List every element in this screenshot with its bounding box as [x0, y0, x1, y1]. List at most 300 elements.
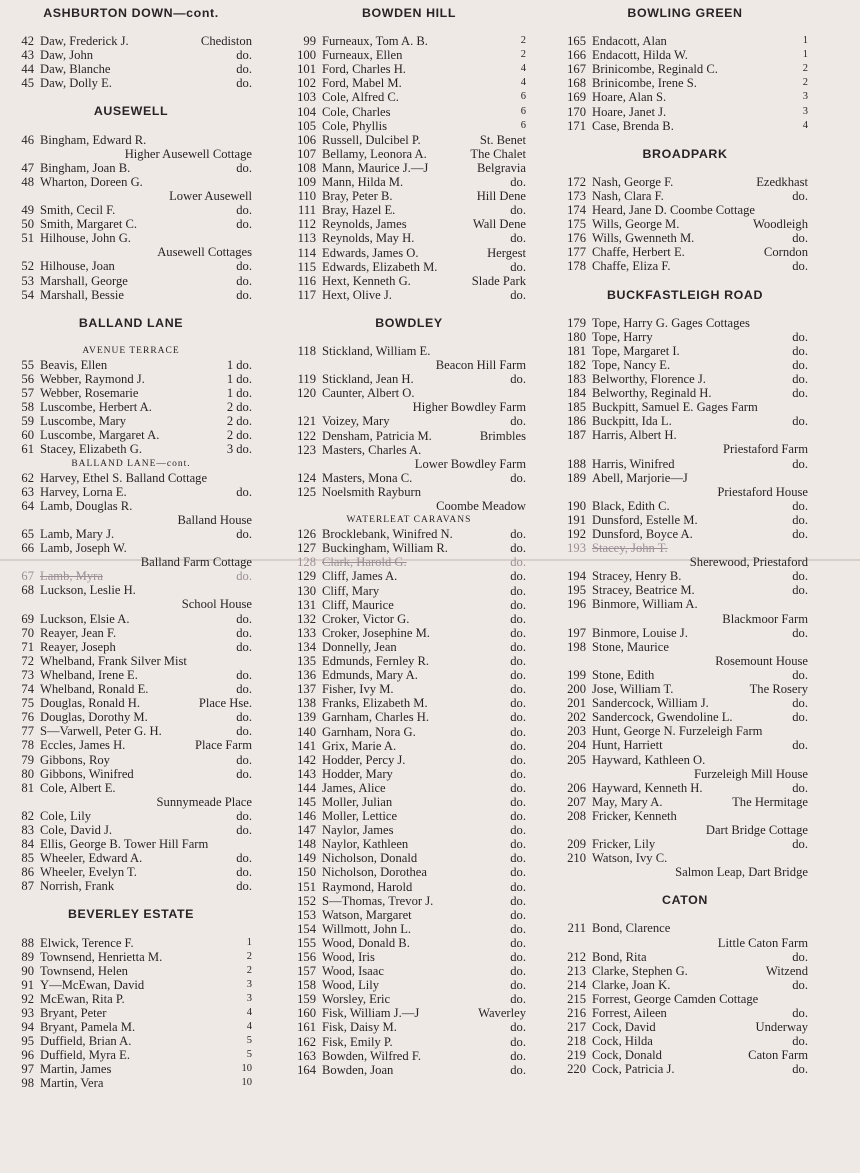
elector-number: 139 [297, 710, 316, 725]
elector-number: 217 [567, 1020, 586, 1035]
elector-name: Hodder, Mary [322, 766, 393, 781]
elector-address: do. [792, 357, 808, 372]
elector-name: Tope, Margaret I. [592, 343, 680, 358]
elector-address: do. [792, 414, 808, 429]
elector-name: Sandercock, William J. [592, 696, 709, 711]
elector-address: do. [510, 865, 526, 880]
elector-address: 10 [241, 1077, 252, 1089]
elector-address: do. [236, 667, 252, 682]
elector-row [562, 1034, 808, 1048]
elector-row [10, 851, 252, 865]
elector-name: Daw, John [40, 48, 94, 63]
elector-number: 185 [567, 400, 586, 415]
elector-name: Martin, Vera [40, 1076, 104, 1091]
elector-number: 156 [297, 950, 316, 964]
elector-number: 60 [21, 428, 34, 443]
elector-address: do. [510, 541, 526, 556]
elector-name: Moller, Lettice [322, 809, 398, 824]
elector-address: do. [236, 639, 252, 654]
elector-name: Luscombe, Herbert A. [40, 400, 152, 415]
elector-name: Naylor, James [322, 823, 394, 838]
elector-name: Stone, Maurice [592, 639, 669, 654]
elector-name: Norrish, Frank [40, 879, 115, 894]
elector-name: Wills, Gwenneth M. [592, 231, 695, 246]
address-continuation: School House [181, 597, 252, 612]
elector-row [562, 696, 808, 710]
elector-name: Clark, Harold G. [322, 555, 407, 570]
elector-row [292, 950, 526, 964]
elector-number: 144 [297, 780, 316, 795]
elector-name: Moller, Julian [322, 794, 393, 809]
elector-row [562, 48, 808, 62]
deleted-elector-row [292, 555, 526, 569]
elector-address: do. [510, 597, 526, 612]
elector-number: 67 [21, 569, 34, 584]
elector-address: 3 [802, 105, 808, 117]
elector-address: do. [236, 569, 252, 584]
elector-number: 64 [21, 498, 34, 513]
elector-row [562, 569, 808, 583]
elector-number: 48 [21, 174, 34, 189]
address-continuation: Sherewood, Priestaford [689, 555, 808, 570]
elector-number: 98 [21, 1076, 34, 1091]
elector-address: do. [510, 724, 526, 739]
elector-number: 108 [297, 160, 316, 175]
elector-number: 68 [21, 583, 34, 598]
elector-row [292, 246, 526, 260]
elector-number: 100 [297, 48, 316, 63]
elector-address: do. [510, 1048, 526, 1063]
elector-number: 53 [21, 273, 34, 288]
elector-number: 105 [297, 118, 316, 133]
elector-address: St. Benet [479, 132, 526, 147]
elector-name: Gibbons, Roy [40, 752, 110, 767]
elector-address: Ezedkhast [756, 174, 808, 189]
elector-number: 209 [567, 837, 586, 852]
elector-row [10, 133, 252, 147]
elector-address: do. [510, 625, 526, 640]
elector-name: Russell, Dulcibel P. [322, 132, 421, 147]
elector-address: 2 [520, 49, 526, 61]
elector-row [292, 203, 526, 217]
elector-address: do. [792, 569, 808, 584]
elector-name: Smith, Cecil F. [40, 203, 116, 218]
elector-row [562, 1062, 808, 1076]
elector-number: 65 [21, 527, 34, 541]
elector-number: 102 [297, 76, 316, 91]
elector-row [562, 358, 808, 372]
elector-number: 94 [21, 1020, 34, 1035]
elector-address: 2 [246, 964, 252, 976]
elector-number: 174 [567, 203, 586, 218]
address-continuation: Priestaford House [717, 484, 808, 499]
elector-row [292, 429, 526, 443]
elector-name: Wood, Isaac [322, 964, 384, 979]
elector-row [292, 725, 526, 739]
elector-address: do. [510, 682, 526, 697]
elector-name: Daw, Frederick J. [40, 34, 129, 49]
elector-name: Webber, Raymond J. [40, 371, 145, 386]
elector-name: Whelband, Irene E. [40, 667, 138, 682]
address-continuation: Higher Bowdley Farm [412, 400, 526, 415]
elector-name: S—Thomas, Trevor J. [322, 893, 434, 908]
elector-number: 127 [297, 541, 316, 556]
elector-number: 76 [21, 710, 34, 725]
elector-name: Nash, Clara F. [592, 188, 664, 203]
elector-name: Duffield, Brian A. [40, 1034, 132, 1049]
elector-number: 62 [21, 470, 34, 485]
elector-name: Harvey, Lorna E. [40, 484, 127, 499]
elector-number: 157 [297, 964, 316, 979]
elector-name: Edmunds, Fernley R. [322, 654, 430, 669]
elector-number: 215 [567, 991, 586, 1006]
elector-number: 213 [567, 963, 586, 978]
elector-number: 201 [567, 696, 586, 711]
deleted-elector-row [10, 569, 252, 583]
elector-address: Corndon [763, 245, 808, 260]
elector-number: 115 [297, 259, 316, 274]
elector-name: Wood, Iris [322, 950, 375, 964]
elector-row [562, 1048, 808, 1062]
elector-number: 216 [567, 1006, 586, 1020]
elector-number: 168 [567, 76, 586, 91]
elector-number: 166 [567, 48, 586, 63]
elector-number: 49 [21, 203, 34, 218]
elector-address: do. [236, 62, 252, 77]
elector-address: do. [792, 837, 808, 852]
address-continuation: Little Caton Farm [717, 935, 808, 950]
elector-row [562, 724, 808, 738]
elector-address: 2 do. [226, 414, 252, 429]
elector-name: Ford, Mabel M. [322, 76, 402, 91]
elector-address: do. [792, 512, 808, 527]
elector-number: 52 [21, 259, 34, 274]
elector-name: Reynolds, James [322, 217, 407, 232]
elector-name: Wheeler, Edward A. [40, 851, 143, 866]
elector-number: 70 [21, 625, 34, 640]
elector-number: 126 [297, 527, 316, 542]
elector-name: Bingham, Edward R. [40, 132, 147, 147]
elector-row [292, 217, 526, 231]
elector-name: Hext, Olive J. [322, 287, 392, 302]
elector-name: Sandercock, Gwendoline L. [592, 710, 733, 725]
elector-row [562, 203, 808, 217]
elector-row [292, 62, 526, 76]
elector-name: Wheeler, Evelyn T. [40, 865, 137, 880]
section-heading: BROADPARK [642, 146, 728, 161]
section-heading: BOWDLEY [375, 315, 443, 330]
elector-name: Douglas, Ronald H. [40, 696, 141, 711]
elector-number: 183 [567, 371, 586, 386]
elector-address: The Chalet [470, 146, 526, 161]
elector-name: Binmore, William A. [592, 597, 698, 612]
elector-row [562, 34, 808, 48]
elector-number: 73 [21, 667, 34, 682]
elector-row [292, 231, 526, 245]
elector-row [292, 865, 526, 879]
elector-name: Densham, Patricia M. [322, 428, 432, 443]
elector-row [562, 950, 808, 964]
elector-address: do. [510, 470, 526, 485]
elector-address: 1 [802, 49, 808, 61]
elector-number: 134 [297, 639, 316, 654]
elector-name: Lamb, Douglas R. [40, 498, 133, 513]
elector-row [10, 992, 252, 1006]
elector-number: 145 [297, 794, 316, 809]
elector-row [562, 259, 808, 273]
deleted-elector-row [562, 541, 808, 555]
elector-number: 128 [297, 555, 316, 570]
elector-row [10, 259, 252, 273]
elector-address: 4 [246, 1007, 252, 1018]
elector-row [562, 527, 808, 541]
elector-number: 178 [567, 259, 586, 274]
elector-row [10, 781, 252, 795]
elector-address: do. [792, 1006, 808, 1020]
elector-number: 106 [297, 132, 316, 147]
elector-number: 147 [297, 823, 316, 838]
elector-address: do. [236, 724, 252, 739]
elector-name: Hoare, Janet J. [592, 104, 667, 119]
elector-address: do. [792, 259, 808, 274]
elector-number: 59 [21, 414, 34, 429]
elector-name: Masters, Charles A. [322, 442, 422, 457]
elector-row [562, 597, 808, 611]
elector-row [10, 1020, 252, 1034]
elector-name: Bryant, Peter [40, 1006, 107, 1020]
elector-number: 173 [567, 188, 586, 203]
elector-number: 95 [21, 1034, 34, 1049]
elector-row [292, 1035, 526, 1049]
elector-name: Masters, Mona C. [322, 470, 413, 485]
elector-address: 4 [520, 77, 526, 89]
elector-row [10, 372, 252, 386]
elector-number: 159 [297, 992, 316, 1007]
elector-name: Lamb, Mary J. [40, 527, 115, 541]
elector-row [292, 133, 526, 147]
elector-name: Franks, Elizabeth M. [322, 696, 428, 711]
elector-address: do. [236, 710, 252, 725]
elector-address: do. [792, 527, 808, 541]
elector-row [292, 1020, 526, 1034]
elector-address: Witzend [765, 963, 808, 978]
elector-address: 5 [246, 1049, 252, 1061]
elector-name: Garnham, Charles H. [322, 710, 430, 725]
elector-row [10, 936, 252, 950]
elector-name: Daw, Dolly E. [40, 76, 112, 91]
elector-row [10, 161, 252, 175]
elector-address: do. [510, 893, 526, 908]
elector-address: Waverley [478, 1006, 526, 1021]
elector-number: 99 [303, 34, 316, 49]
elector-number: 101 [297, 62, 316, 77]
elector-number: 158 [297, 978, 316, 993]
elector-address: do. [510, 823, 526, 838]
elector-address: do. [236, 48, 252, 63]
elector-number: 208 [567, 808, 586, 823]
elector-address: 6 [520, 91, 526, 103]
elector-row [10, 865, 252, 879]
elector-address: 4 [520, 63, 526, 75]
elector-number: 131 [297, 597, 316, 612]
elector-row [10, 34, 252, 48]
elector-address: 2 [246, 950, 252, 962]
elector-number: 171 [567, 118, 586, 133]
elector-address: do. [510, 978, 526, 993]
elector-address: do. [792, 231, 808, 246]
elector-name: Beavis, Ellen [40, 357, 108, 372]
elector-row [292, 105, 526, 119]
elector-name: Nicholson, Dorothea [322, 865, 427, 880]
elector-row [292, 922, 526, 936]
elector-name: Stone, Edith [592, 667, 655, 682]
elector-row [292, 386, 526, 400]
elector-number: 154 [297, 921, 316, 936]
elector-name: Hodder, Percy J. [322, 752, 406, 767]
elector-number: 180 [567, 329, 586, 344]
elector-number: 135 [297, 654, 316, 669]
elector-name: Stacey, Elizabeth G. [40, 442, 142, 457]
elector-number: 82 [21, 808, 34, 823]
address-continuation: Rosemount House [715, 653, 808, 668]
elector-address: 3 [802, 91, 808, 103]
elector-row [562, 344, 808, 358]
elector-row [562, 992, 808, 1006]
elector-row [10, 809, 252, 823]
elector-number: 107 [297, 146, 316, 161]
elector-address: The Rosery [749, 682, 808, 697]
elector-row [292, 414, 526, 428]
elector-number: 140 [297, 724, 316, 739]
elector-address: Place Farm [194, 738, 252, 753]
elector-row [562, 372, 808, 386]
elector-number: 129 [297, 569, 316, 584]
elector-name: Furneaux, Ellen [322, 48, 403, 63]
elector-address: do. [792, 456, 808, 471]
elector-row [10, 612, 252, 626]
elector-number: 153 [297, 907, 316, 922]
elector-row [10, 527, 252, 541]
elector-number: 175 [567, 217, 586, 232]
elector-number: 136 [297, 668, 316, 683]
elector-row [10, 738, 252, 752]
elector-name: Marshall, George [40, 273, 128, 288]
elector-number: 137 [297, 682, 316, 697]
elector-name: Voizey, Mary [322, 414, 390, 429]
section-heading: CATON [662, 893, 708, 908]
elector-name: Chaffe, Herbert E. [592, 245, 685, 260]
elector-row [562, 316, 808, 330]
elector-address: do. [792, 371, 808, 386]
elector-address: 2 [802, 63, 808, 75]
elector-number: 212 [567, 949, 586, 964]
elector-number: 58 [21, 400, 34, 415]
elector-number: 92 [21, 991, 34, 1006]
elector-number: 177 [567, 245, 586, 260]
elector-number: 45 [21, 76, 34, 91]
elector-number: 200 [567, 682, 586, 697]
elector-name: Naylor, Kathleen [322, 837, 409, 852]
elector-address: 1 [246, 936, 252, 948]
elector-address: do. [792, 667, 808, 682]
elector-row [292, 936, 526, 950]
elector-row [10, 767, 252, 781]
elector-number: 138 [297, 696, 316, 711]
elector-number: 80 [21, 766, 34, 781]
elector-number: 88 [21, 935, 34, 950]
elector-row [10, 471, 252, 485]
elector-number: 116 [297, 273, 316, 288]
elector-address: do. [792, 583, 808, 598]
elector-name: Cliff, Maurice [322, 597, 394, 612]
elector-name: Cliff, James A. [322, 569, 398, 584]
elector-name: Hayward, Kenneth H. [592, 780, 703, 795]
elector-row [292, 739, 526, 753]
elector-address: do. [510, 668, 526, 683]
elector-row [562, 513, 808, 527]
elector-row [10, 626, 252, 640]
elector-row [10, 837, 252, 851]
elector-name: Cole, Charles [322, 104, 391, 119]
elector-name: Edwards, Elizabeth M. [322, 259, 438, 274]
elector-row [292, 288, 526, 302]
elector-address: do. [236, 273, 252, 288]
column-right [562, 6, 808, 1076]
elector-number: 75 [21, 696, 34, 711]
elector-row [10, 978, 252, 992]
elector-name: Watson, Ivy C. [592, 851, 668, 866]
elector-address: do. [792, 188, 808, 203]
elector-number: 61 [21, 442, 34, 457]
elector-number: 46 [21, 132, 34, 147]
elector-address: do. [510, 794, 526, 809]
elector-number: 44 [21, 62, 34, 77]
elector-number: 47 [21, 160, 34, 175]
elector-row [562, 583, 808, 597]
elector-address: do. [792, 710, 808, 725]
elector-name: Ford, Charles H. [322, 62, 406, 77]
elector-address: do. [792, 696, 808, 711]
elector-name: Buckpitt, Samuel E. Gages Farm [592, 400, 758, 415]
elector-number: 141 [297, 738, 316, 753]
elector-row [562, 640, 808, 654]
elector-address: Hill Dene [476, 189, 526, 204]
elector-address: do. [792, 343, 808, 358]
elector-name: Bond, Clarence [592, 921, 671, 936]
elector-row [292, 908, 526, 922]
elector-row [562, 921, 808, 935]
elector-number: 90 [21, 963, 34, 978]
elector-name: Fricker, Lily [592, 837, 656, 852]
elector-row [562, 964, 808, 978]
elector-number: 122 [297, 428, 316, 443]
elector-address: Chediston [200, 34, 252, 49]
elector-name: Cole, Phyllis [322, 118, 388, 133]
elector-row [10, 1062, 252, 1076]
elector-address: do. [510, 921, 526, 936]
elector-row [10, 274, 252, 288]
elector-name: Tope, Nancy E. [592, 357, 671, 372]
elector-row [10, 231, 252, 245]
elector-number: 194 [567, 569, 586, 584]
elector-name: McEwan, Rita P. [40, 991, 125, 1006]
elector-number: 189 [567, 470, 586, 485]
elector-name: Hunt, Harriett [592, 738, 663, 753]
elector-name: Cock, Hilda [592, 1034, 653, 1049]
elector-number: 182 [567, 357, 586, 372]
elector-address: do. [510, 780, 526, 795]
elector-name: Willmott, John L. [322, 921, 412, 936]
